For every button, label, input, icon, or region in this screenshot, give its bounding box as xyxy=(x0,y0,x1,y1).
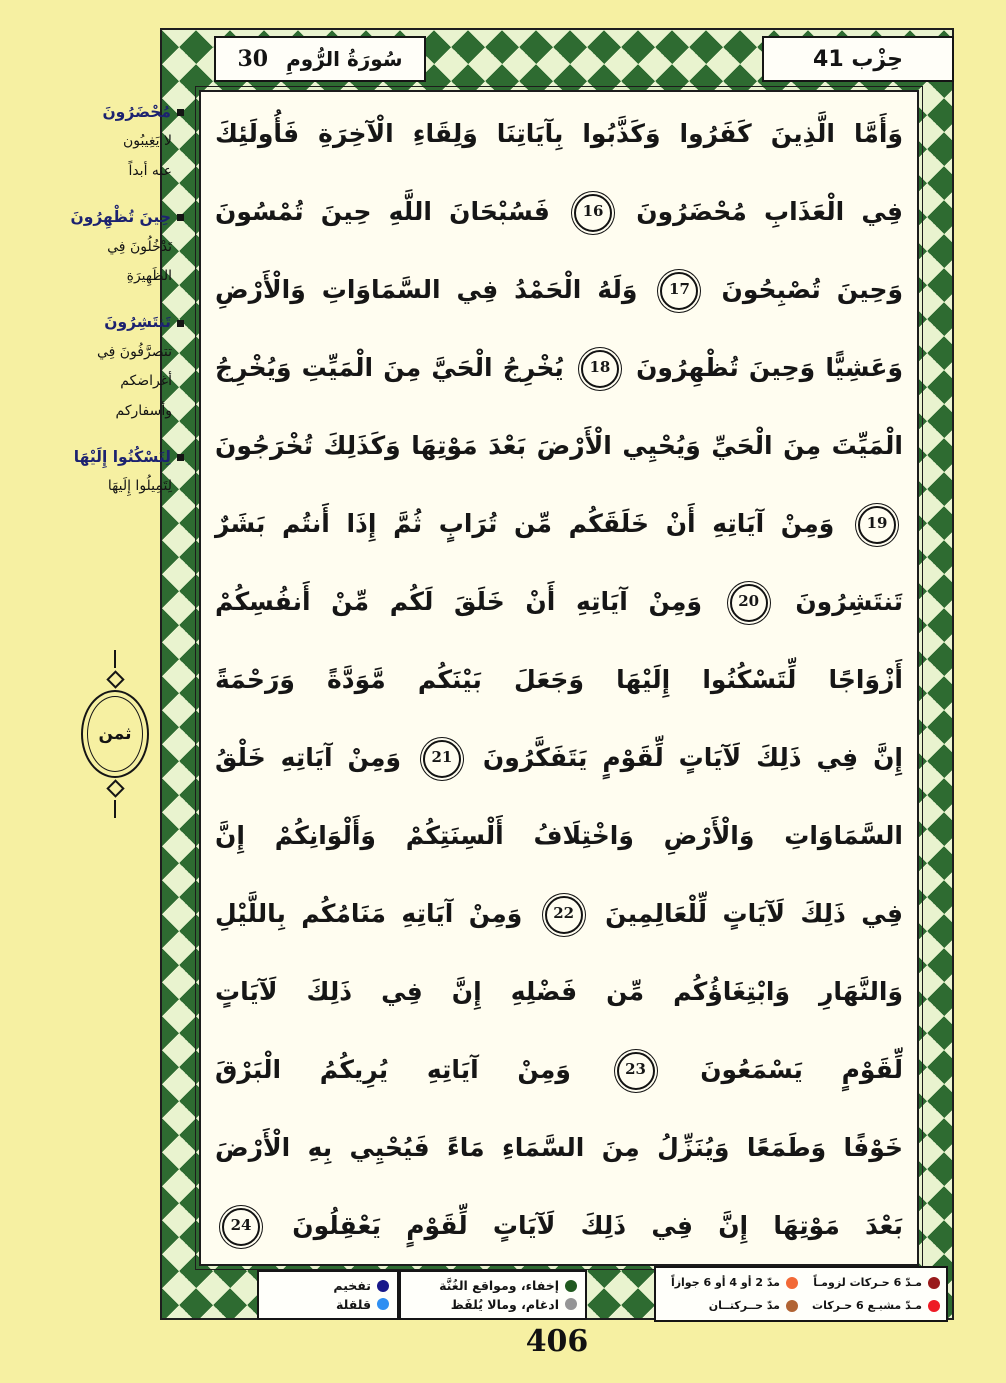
quran-text-segment: وَمِنْ آيَاتِهِ خَلْقُ xyxy=(215,743,402,772)
color-dot-icon xyxy=(377,1298,389,1310)
quran-text-segment: السَّمَاوَاتِ وَالْأَرْضِ وَاخْتِلَافُ أَلْسِنَتِكُمْ وَأَلْوَانِكُمْ إِنَّ xyxy=(215,821,903,850)
ayah-number-marker: 24 xyxy=(222,1208,260,1246)
note-definition: الظَهِيرَةِ xyxy=(126,268,172,285)
quran-line xyxy=(215,642,903,720)
quran-text-segment: إِنَّ فِي ذَلِكَ لَآيَاتٍ لِّقَوْمٍ يَتَفَكَّرُونَ xyxy=(482,743,903,772)
diamond-finial-icon xyxy=(106,670,124,688)
margin-notes xyxy=(50,98,184,519)
quran-text-segment: فِي الْعَذَابِ مُحْضَرُونَ xyxy=(636,197,903,226)
quran-text-segment: وَمِنْ آيَاتِهِ أَنْ خَلَقَكُم مِّن تُرَابٍ ثُمَّ إِذَا أَنتُم بَشَرٌ xyxy=(215,509,835,538)
quran-line xyxy=(215,330,903,408)
quran-text-segment: وَلَهُ الْحَمْدُ فِي السَّمَاوَاتِ وَالْأَرْضِ xyxy=(215,275,638,304)
legend-item xyxy=(409,1278,577,1293)
quran-line xyxy=(215,564,903,642)
legend-box-ikhfa xyxy=(399,1270,587,1320)
note-definition: تَدْخُلُونَ فِي xyxy=(107,238,172,255)
ayah-number-marker: 16 xyxy=(574,194,612,232)
hizb-label: حِزْب 41 xyxy=(813,46,903,72)
surah-title: سُورَةُ الرُّومِ xyxy=(286,47,403,71)
ayah-number-marker: 21 xyxy=(423,740,461,778)
square-bullet-icon xyxy=(177,320,184,327)
note-term-label: لِتَسْكُنُوا إِلَيْهَا xyxy=(73,448,171,467)
thumn-marker xyxy=(60,648,170,843)
quran-lines xyxy=(215,96,903,1266)
square-bullet-icon xyxy=(177,214,184,221)
margin-note xyxy=(50,203,184,291)
legend-item xyxy=(409,1297,577,1312)
color-dot-icon xyxy=(928,1300,940,1312)
note-term xyxy=(50,203,184,232)
quran-text-segment: وَمِنْ آيَاتِهِ مَنَامُكُم بِاللَّيْلِ xyxy=(215,899,523,928)
legend-item xyxy=(804,1299,940,1312)
note-definition: أغراضكم xyxy=(120,373,172,390)
ayah-number-marker: 23 xyxy=(617,1052,655,1090)
quran-line xyxy=(215,486,903,564)
quran-text-segment: وَأَمَّا الَّذِينَ كَفَرُوا وَكَذَّبُوا بِآيَاتِنَا وَلِقَاءِ الْآخِرَةِ فَأُولَئِكَ xyxy=(215,119,903,148)
note-term xyxy=(50,443,184,472)
legend-item xyxy=(804,1276,940,1289)
quran-line xyxy=(215,1188,903,1266)
note-definition: وأسفاركم xyxy=(115,402,172,419)
quran-line xyxy=(215,1032,903,1110)
quran-text-segment: الْمَيِّتَ مِنَ الْحَيِّ وَيُحْيِي الْأَرْضَ بَعْدَ مَوْتِهَا وَكَذَلِكَ تُخْرَجُونَ xyxy=(215,431,903,460)
legend-item xyxy=(662,1276,798,1289)
note-term-label: حِينَ تُظْهِرُونَ xyxy=(70,208,171,227)
ayah-number-marker: 17 xyxy=(660,272,698,310)
quran-text-segment: فِي ذَلِكَ لَآيَاتٍ لِّلْعَالِمِينَ xyxy=(605,899,903,928)
legend-label: مدّ 2 أو 4 أو 6 جوازاً xyxy=(670,1276,780,1289)
note-definition: لِتَمِيلُوا إِلَيهَا xyxy=(107,478,172,495)
note-definition: لا يَغِيبُون xyxy=(122,133,172,150)
color-dot-icon xyxy=(928,1277,940,1289)
legend-label: مـدّ 6 حـركات لزومـاً xyxy=(813,1276,922,1289)
quran-line xyxy=(215,798,903,876)
note-term xyxy=(50,98,184,127)
square-bullet-icon xyxy=(177,454,184,461)
tick-ornament xyxy=(114,800,116,818)
margin-note xyxy=(50,308,184,426)
quran-line xyxy=(215,876,903,954)
legend-label: قلقلة xyxy=(336,1296,371,1312)
legend-label: إخفاء، ومواقع الغُنَّة xyxy=(439,1278,559,1294)
quran-text-segment: وَالنَّهَارِ وَابْتِغَاؤُكُم مِّن فَضْلِهِ إِنَّ فِي ذَلِكَ لَآيَاتٍ xyxy=(215,977,903,1006)
diamond-finial-icon xyxy=(106,779,124,797)
ayah-number-marker: 20 xyxy=(730,584,768,622)
quran-text-segment: يُخْرِجُ الْحَيَّ مِنَ الْمَيِّتِ وَيُخْرِجُ xyxy=(215,353,564,382)
quran-text-segment: خَوْفًا وَطَمَعًا وَيُنَزِّلُ مِنَ السَّمَاءِ مَاءً فَيُحْيِي بِهِ الْأَرْضَ xyxy=(215,1133,903,1162)
legend-label: مدّ حــركتــان xyxy=(708,1299,780,1312)
margin-note xyxy=(50,443,184,502)
legend-box-madd xyxy=(654,1266,948,1322)
thumn-medallion-icon xyxy=(81,690,149,778)
color-dot-icon xyxy=(565,1280,577,1292)
color-dot-icon xyxy=(786,1277,798,1289)
color-dot-icon xyxy=(786,1300,798,1312)
quran-text-segment: بَعْدَ مَوْتِهَا إِنَّ فِي ذَلِكَ لَآيَاتٍ لِّقَوْمٍ يَعْقِلُونَ xyxy=(292,1211,903,1240)
color-dot-icon xyxy=(565,1298,577,1310)
surah-number: 30 xyxy=(237,46,269,72)
quran-text-segment: فَسُبْحَانَ اللَّهِ حِينَ تُمْسُونَ xyxy=(215,197,550,226)
quran-line xyxy=(215,720,903,798)
quran-text-segment: أَزْوَاجًا لِّتَسْكُنُوا إِلَيْهَا وَجَعَلَ بَيْنَكُم مَّوَدَّةً وَرَحْمَةً xyxy=(215,665,903,694)
legend-item xyxy=(267,1297,389,1312)
ornamental-border-frame xyxy=(160,28,954,1320)
quran-line xyxy=(215,1110,903,1188)
quran-text-segment: وَحِينَ تُصْبِحُونَ xyxy=(721,275,903,304)
quran-text-segment: وَمِنْ آيَاتِهِ يُرِيكُمُ الْبَرْقَ xyxy=(215,1055,571,1084)
hizb-header-box xyxy=(762,36,954,82)
legend-box-tafkheem xyxy=(257,1270,399,1320)
legend-label: تفخيم xyxy=(333,1278,371,1294)
page-number: 406 xyxy=(525,1324,589,1359)
quran-line xyxy=(215,252,903,330)
legend-item xyxy=(662,1299,798,1312)
thumn-label: ثمن xyxy=(98,724,132,744)
ayah-number-marker: 19 xyxy=(858,506,896,544)
tick-ornament xyxy=(114,650,116,668)
legend-label: ادغام، ومالا يُلفَظ xyxy=(450,1296,559,1312)
quran-text-segment: وَعَشِيًّا وَحِينَ تُظْهِرُونَ xyxy=(636,353,903,382)
note-term-label: مُحْضَرُونَ xyxy=(102,103,171,121)
legend-label: مـدّ مشبـع 6 حـركات xyxy=(812,1299,922,1312)
note-term xyxy=(50,308,184,337)
quran-text-segment: وَمِنْ آيَاتِهِ أَنْ خَلَقَ لَكُم مِّنْ أَنفُسِكُمْ xyxy=(215,587,702,616)
quran-line xyxy=(215,408,903,486)
quran-text-segment: تَنتَشِرُونَ xyxy=(795,587,903,616)
note-definition: عنه أبداً xyxy=(128,162,172,179)
legend-item xyxy=(267,1278,389,1293)
note-term-label: تَنتَشِرُونَ xyxy=(104,313,171,332)
quran-line xyxy=(215,96,903,174)
quran-text-area xyxy=(199,90,919,1266)
ayah-number-marker: 22 xyxy=(545,896,583,934)
quran-text-segment: لِّقَوْمٍ يَسْمَعُونَ xyxy=(700,1055,903,1084)
note-definition: تتصرَّفُونَ فِي xyxy=(96,343,172,360)
square-bullet-icon xyxy=(177,109,184,116)
margin-note xyxy=(50,98,184,186)
surah-header-box xyxy=(214,36,426,82)
quran-line xyxy=(215,174,903,252)
ayah-number-marker: 18 xyxy=(581,350,619,388)
color-dot-icon xyxy=(377,1280,389,1292)
quran-line xyxy=(215,954,903,1032)
